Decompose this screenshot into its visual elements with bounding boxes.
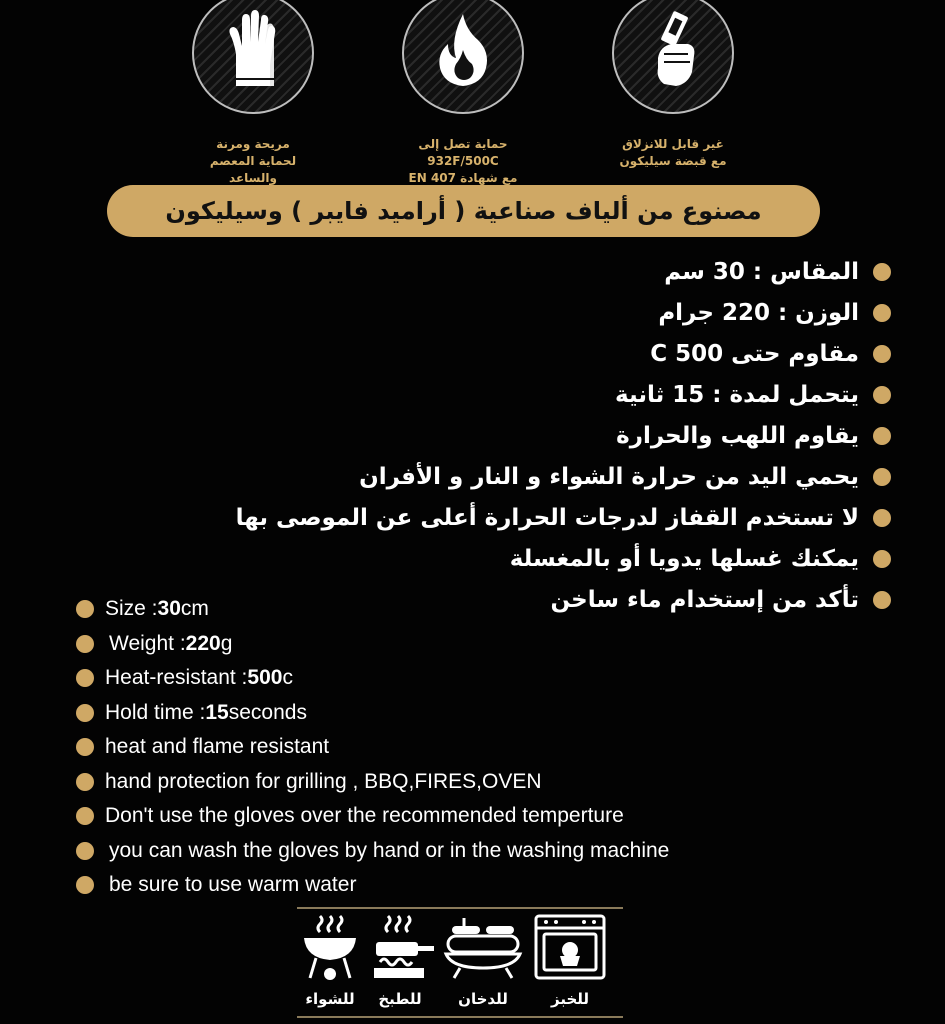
arabic-spec-wash: يمكنك غسلها يدويا أو بالمغسلة [509, 545, 859, 572]
weight-unit: g [220, 631, 233, 655]
bullet-icon [76, 635, 94, 653]
arabic-spec-protection: يحمي اليد من حرارة الشواء و النار و الأفران [359, 463, 859, 490]
smoker-icon [440, 912, 526, 982]
hold-label: Hold time : [105, 700, 206, 724]
english-spec-flame [76, 730, 776, 765]
feature-soft-line1: مريحة ومرنة [216, 137, 290, 151]
use-smoke-label: للدخان [458, 990, 508, 1008]
bullet-icon [76, 807, 94, 825]
size-label: Size : [105, 597, 158, 621]
bullet-icon [76, 669, 94, 687]
material-banner [107, 185, 820, 237]
bullet-icon [76, 738, 94, 756]
bullet-icon [873, 304, 891, 322]
arabic-spec-weight: الوزن : 220 جرام [658, 299, 859, 326]
bullet-icon [873, 591, 891, 609]
arabic-spec-warning: لا تستخدم القفاز لدرجات الحرارة أعلى عن الموصى بها [235, 504, 859, 531]
feature-grip-circle [612, 0, 734, 114]
heat-value: 500 [247, 666, 283, 690]
arabic-spec-hold: يتحمل لمدة : 15 ثانية [615, 381, 859, 408]
english-spec-size [76, 592, 776, 627]
arabic-spec-item [191, 251, 891, 292]
feature-fire-circle [402, 0, 524, 114]
use-grill-label: للشواء [305, 990, 355, 1008]
wash-text: you can wash the gloves by hand or in the washing machine [109, 838, 670, 862]
feature-fire-line2: مع شهادة EN 407 [408, 171, 518, 185]
feature-fire [398, 0, 528, 187]
water-text: be sure to use warm water [109, 873, 357, 897]
uses-top-divider [297, 907, 623, 909]
flame-text: heat and flame resistant [105, 735, 330, 759]
bullet-icon [76, 704, 94, 722]
arabic-spec-water: تأكد من إستخدام ماء ساخن [550, 586, 859, 613]
bullet-icon [873, 386, 891, 404]
english-spec-list [76, 592, 776, 903]
bullet-icon [873, 345, 891, 363]
arabic-spec-item [191, 374, 891, 415]
arabic-spec-item [191, 333, 891, 374]
english-spec-weight [76, 627, 776, 662]
feature-fire-line1: حماية تصل إلى 932F/500C [418, 137, 508, 168]
feature-soft-circle [192, 0, 314, 114]
english-spec-warning [76, 799, 776, 834]
arabic-spec-item [191, 456, 891, 497]
use-grill [292, 912, 368, 1008]
bullet-icon [76, 876, 94, 894]
weight-value: 220 [185, 631, 221, 655]
arabic-spec-flame: يقاوم اللهب والحرارة [616, 422, 859, 449]
oven-icon [530, 912, 610, 982]
hold-value: 15 [205, 700, 229, 724]
hand-grip-icon [614, 0, 732, 112]
heat-unit: c [282, 666, 293, 690]
hold-unit: seconds [228, 700, 307, 724]
bullet-icon [76, 773, 94, 791]
arabic-spec-size: المقاس : 30 سم [664, 258, 859, 285]
english-spec-protection [76, 765, 776, 800]
english-spec-water [76, 868, 776, 903]
bullet-icon [76, 600, 94, 618]
feature-grip-line2: مع قبضة سيليكون [619, 154, 727, 168]
glove-icon [194, 0, 312, 112]
english-spec-wash [76, 834, 776, 869]
bullet-icon [873, 550, 891, 568]
arabic-spec-list [191, 251, 891, 620]
use-smoke [440, 912, 526, 1008]
feature-grip [608, 0, 738, 170]
uses-bottom-divider [297, 1016, 623, 1018]
bullet-icon [873, 468, 891, 486]
english-spec-heat [76, 661, 776, 696]
feature-grip-line1: غير قابل للانزلاق [622, 137, 724, 151]
bullet-icon [76, 842, 94, 860]
material-banner-text: مصنوع من ألياف صناعية ( أراميد فايبر ) وسيليكون [165, 197, 762, 225]
arabic-spec-item [191, 497, 891, 538]
bullet-icon [873, 263, 891, 281]
arabic-spec-item [191, 292, 891, 333]
weight-label: Weight : [109, 631, 186, 655]
heat-label: Heat-resistant : [105, 666, 248, 690]
use-cook-label: للطبخ [378, 990, 422, 1008]
protection-text: hand protection for grilling , BBQ,FIRES,OVEN [105, 769, 542, 793]
bullet-icon [873, 427, 891, 445]
feature-soft-line2: لحماية المعصم والساعد [209, 154, 297, 185]
arabic-spec-heat: مقاوم حتى 500 C [650, 340, 859, 367]
arabic-spec-item [191, 415, 891, 456]
arabic-spec-item [191, 538, 891, 579]
bullet-icon [873, 509, 891, 527]
size-unit: cm [180, 597, 209, 621]
pan-icon [362, 912, 438, 982]
use-cook [362, 912, 438, 1008]
english-spec-hold [76, 696, 776, 731]
warning-text: Don't use the gloves over the recommended temperture [105, 804, 624, 828]
use-bake [530, 912, 610, 1008]
feature-soft [188, 0, 318, 187]
flame-icon [404, 0, 522, 112]
size-value: 30 [157, 597, 181, 621]
grill-icon [292, 912, 368, 982]
use-bake-label: للخبز [550, 990, 590, 1008]
